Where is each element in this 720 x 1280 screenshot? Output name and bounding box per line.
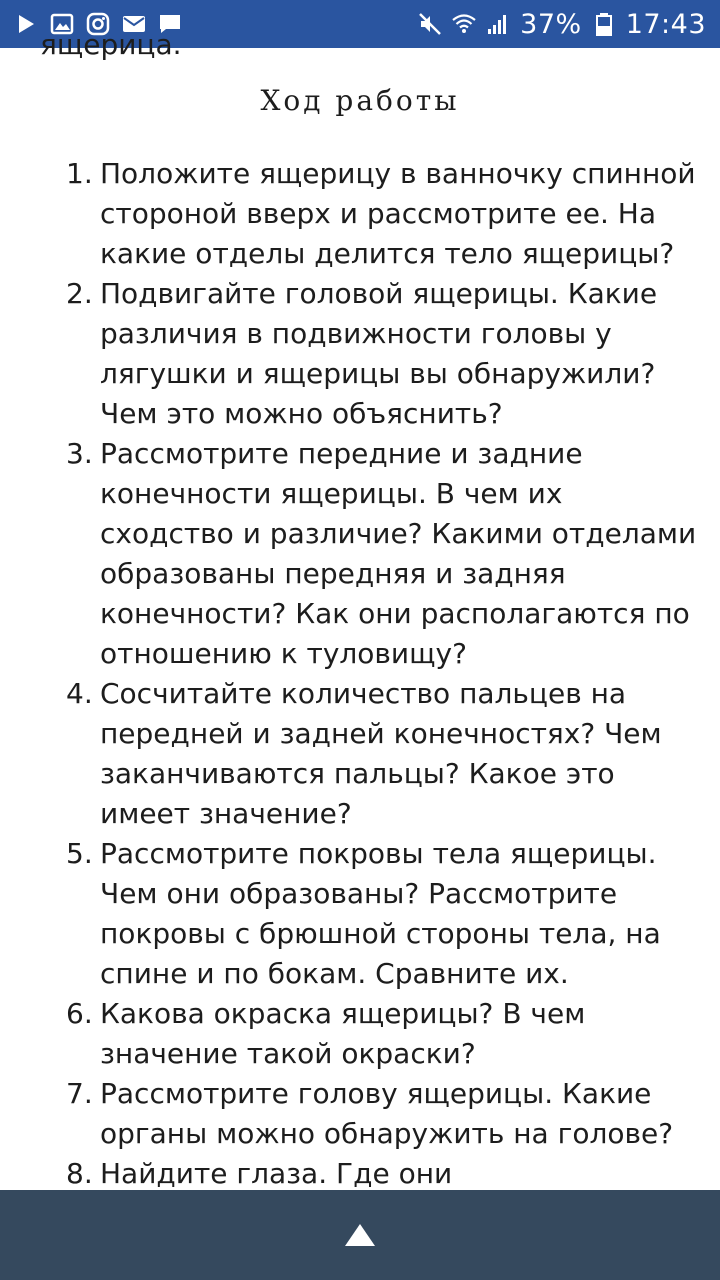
clock: 17:43: [625, 8, 706, 40]
list-item-text: Положите ящерицу в ванночку спинной стороной вверх и рассмотрите ее. На какие отделы делится тело ящерицы?: [100, 157, 696, 270]
list-item-text: Сосчитайте количество пальцев на передней и задней конечностях? Чем заканчиваются пальцы? Какое это имеет значение?: [100, 677, 662, 830]
signal-icon: [486, 12, 510, 36]
list-item-text: Найдите глаза. Где они: [100, 1157, 453, 1190]
list-item-number: 2.: [66, 277, 93, 310]
list-item: [0, 434, 720, 674]
previous-text-fragment: ящерица.: [40, 28, 182, 61]
list-item: [0, 834, 720, 994]
list-item-text: Какова окраска ящерицы? В чем значение такой окраски?: [100, 997, 586, 1070]
up-arrow-icon[interactable]: [345, 1224, 375, 1246]
list-item: [0, 994, 720, 1074]
list-item-text: Рассмотрите передние и задние конечности ящерицы. В чем их сходство и различие? Какими отделами образованы передняя и задняя конечности? Как они располагаются по отношению к туловищу?: [100, 437, 697, 670]
list-item-number: 1.: [66, 157, 93, 190]
battery-percent: 37%: [520, 8, 582, 40]
play-icon: [14, 12, 38, 36]
list-item-number: 5.: [66, 837, 93, 870]
list-item: [0, 1074, 720, 1154]
list-item-number: 4.: [66, 677, 93, 710]
list-item: [0, 154, 720, 274]
wifi-icon: [452, 12, 476, 36]
battery-icon: [592, 12, 616, 36]
document-viewer[interactable]: [0, 28, 720, 1190]
list-item-number: 3.: [66, 437, 93, 470]
list-item: [0, 674, 720, 834]
system-status: [418, 9, 706, 40]
list-item-text: Рассмотрите покровы тела ящерицы. Чем они образованы? Рассмотрите покровы с брюшной стороны тела, на спине и по бокам. Сравните их.: [100, 837, 661, 990]
list-item-number: 8.: [66, 1157, 93, 1190]
mute-icon: [418, 12, 442, 36]
list-item-text: Подвигайте головой ящерицы. Какие различия в подвижности головы у лягушки и ящерицы вы обнаружили? Чем это можно объяснить?: [100, 277, 658, 430]
list-item-number: 6.: [66, 997, 93, 1030]
procedure-list: [0, 154, 720, 1234]
bottom-bar: [0, 1190, 720, 1280]
section-heading: Ход работы: [260, 84, 460, 117]
list-item-text: Рассмотрите голову ящерицы. Какие органы можно обнаружить на голове?: [100, 1077, 674, 1150]
list-item: [0, 274, 720, 434]
list-item-number: 7.: [66, 1077, 93, 1110]
